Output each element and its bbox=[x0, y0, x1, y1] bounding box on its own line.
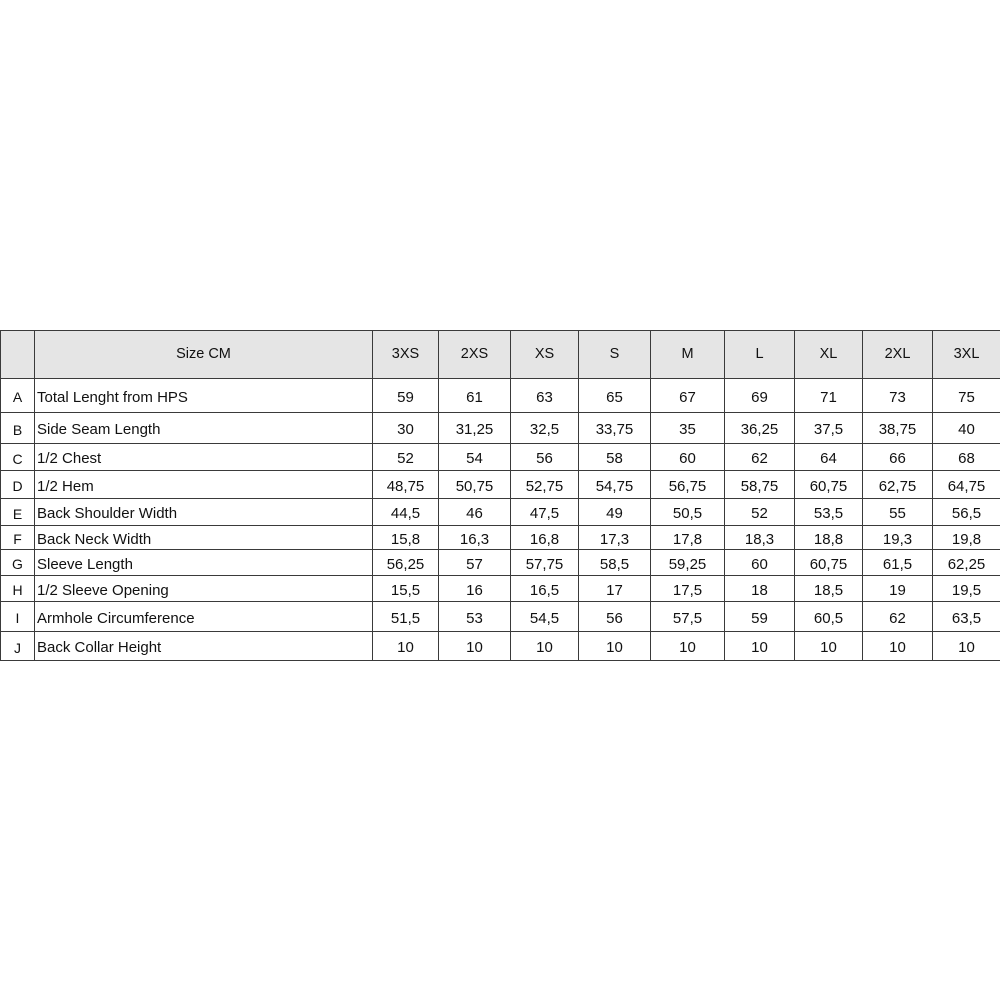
measurement-cell: 19,8 bbox=[933, 526, 1000, 550]
measurement-cell: 54 bbox=[439, 444, 511, 471]
measurement-cell: 10 bbox=[725, 632, 795, 661]
measurement-cell: 18,5 bbox=[795, 576, 863, 602]
measurement-cell: 52 bbox=[725, 499, 795, 526]
table-row bbox=[1, 413, 1000, 444]
measurement-cell: 44,5 bbox=[373, 499, 439, 526]
measurement-cell: 33,75 bbox=[579, 413, 651, 444]
measurement-cell: 38,75 bbox=[863, 413, 933, 444]
measurement-cell: 16,5 bbox=[511, 576, 579, 602]
row-label: Armhole Circumference bbox=[35, 602, 373, 632]
measurement-cell: 31,25 bbox=[439, 413, 511, 444]
table-row bbox=[1, 632, 1000, 661]
row-code: D bbox=[1, 471, 35, 499]
measurement-cell: 69 bbox=[725, 379, 795, 413]
table-row bbox=[1, 379, 1000, 413]
size-header-xl: XL bbox=[795, 331, 863, 379]
measurement-cell: 37,5 bbox=[795, 413, 863, 444]
size-header-xs: XS bbox=[511, 331, 579, 379]
measurement-cell: 15,8 bbox=[373, 526, 439, 550]
measurement-cell: 62,25 bbox=[933, 550, 1000, 576]
measurement-cell: 57,75 bbox=[511, 550, 579, 576]
measurement-cell: 10 bbox=[795, 632, 863, 661]
measurement-cell: 16,3 bbox=[439, 526, 511, 550]
table-row bbox=[1, 526, 1000, 550]
measurement-cell: 60 bbox=[725, 550, 795, 576]
measurement-cell: 49 bbox=[579, 499, 651, 526]
measurement-cell: 18,3 bbox=[725, 526, 795, 550]
header-size-label: Size CM bbox=[35, 331, 373, 379]
measurement-cell: 57 bbox=[439, 550, 511, 576]
measurement-cell: 62,75 bbox=[863, 471, 933, 499]
size-header-s: S bbox=[579, 331, 651, 379]
size-chart-table bbox=[0, 330, 1000, 661]
measurement-cell: 54,75 bbox=[579, 471, 651, 499]
row-code: G bbox=[1, 550, 35, 576]
row-code: E bbox=[1, 499, 35, 526]
measurement-cell: 17 bbox=[579, 576, 651, 602]
measurement-cell: 10 bbox=[863, 632, 933, 661]
measurement-cell: 59,25 bbox=[651, 550, 725, 576]
measurement-cell: 60,5 bbox=[795, 602, 863, 632]
measurement-cell: 63 bbox=[511, 379, 579, 413]
row-label: Side Seam Length bbox=[35, 413, 373, 444]
measurement-cell: 19,5 bbox=[933, 576, 1000, 602]
measurement-cell: 58,75 bbox=[725, 471, 795, 499]
table-row bbox=[1, 471, 1000, 499]
measurement-cell: 50,75 bbox=[439, 471, 511, 499]
row-label: Total Lenght from HPS bbox=[35, 379, 373, 413]
measurement-cell: 66 bbox=[863, 444, 933, 471]
size-header-3xs: 3XS bbox=[373, 331, 439, 379]
measurement-cell: 71 bbox=[795, 379, 863, 413]
table-row bbox=[1, 576, 1000, 602]
measurement-cell: 62 bbox=[725, 444, 795, 471]
row-code: I bbox=[1, 602, 35, 632]
header-code-cell bbox=[1, 331, 35, 379]
measurement-cell: 63,5 bbox=[933, 602, 1000, 632]
measurement-cell: 18,8 bbox=[795, 526, 863, 550]
row-code: J bbox=[1, 632, 35, 661]
size-header-m: M bbox=[651, 331, 725, 379]
measurement-cell: 64 bbox=[795, 444, 863, 471]
row-code: F bbox=[1, 526, 35, 550]
measurement-cell: 15,5 bbox=[373, 576, 439, 602]
measurement-cell: 57,5 bbox=[651, 602, 725, 632]
table-row bbox=[1, 444, 1000, 471]
measurement-cell: 56,75 bbox=[651, 471, 725, 499]
measurement-cell: 59 bbox=[373, 379, 439, 413]
measurement-cell: 56,5 bbox=[933, 499, 1000, 526]
row-label: Back Collar Height bbox=[35, 632, 373, 661]
measurement-cell: 59 bbox=[725, 602, 795, 632]
measurement-cell: 60,75 bbox=[795, 550, 863, 576]
measurement-cell: 58 bbox=[579, 444, 651, 471]
measurement-cell: 17,8 bbox=[651, 526, 725, 550]
measurement-cell: 18 bbox=[725, 576, 795, 602]
measurement-cell: 35 bbox=[651, 413, 725, 444]
measurement-cell: 40 bbox=[933, 413, 1000, 444]
measurement-cell: 60,75 bbox=[795, 471, 863, 499]
measurement-cell: 73 bbox=[863, 379, 933, 413]
measurement-cell: 10 bbox=[439, 632, 511, 661]
measurement-cell: 36,25 bbox=[725, 413, 795, 444]
measurement-cell: 62 bbox=[863, 602, 933, 632]
table-row bbox=[1, 602, 1000, 632]
measurement-cell: 47,5 bbox=[511, 499, 579, 526]
table-row bbox=[1, 499, 1000, 526]
table-row bbox=[1, 550, 1000, 576]
measurement-cell: 61 bbox=[439, 379, 511, 413]
measurement-cell: 10 bbox=[373, 632, 439, 661]
row-code: C bbox=[1, 444, 35, 471]
measurement-cell: 56 bbox=[579, 602, 651, 632]
measurement-cell: 64,75 bbox=[933, 471, 1000, 499]
measurement-cell: 54,5 bbox=[511, 602, 579, 632]
measurement-cell: 19 bbox=[863, 576, 933, 602]
measurement-cell: 68 bbox=[933, 444, 1000, 471]
measurement-cell: 52 bbox=[373, 444, 439, 471]
measurement-cell: 60 bbox=[651, 444, 725, 471]
measurement-cell: 50,5 bbox=[651, 499, 725, 526]
measurement-cell: 16,8 bbox=[511, 526, 579, 550]
row-code: H bbox=[1, 576, 35, 602]
measurement-cell: 56,25 bbox=[373, 550, 439, 576]
measurement-cell: 53 bbox=[439, 602, 511, 632]
row-label: 1/2 Sleeve Opening bbox=[35, 576, 373, 602]
measurement-cell: 30 bbox=[373, 413, 439, 444]
measurement-cell: 46 bbox=[439, 499, 511, 526]
measurement-cell: 55 bbox=[863, 499, 933, 526]
row-code: B bbox=[1, 413, 35, 444]
measurement-cell: 16 bbox=[439, 576, 511, 602]
row-label: Back Shoulder Width bbox=[35, 499, 373, 526]
measurement-cell: 51,5 bbox=[373, 602, 439, 632]
measurement-cell: 58,5 bbox=[579, 550, 651, 576]
measurement-cell: 19,3 bbox=[863, 526, 933, 550]
size-header-l: L bbox=[725, 331, 795, 379]
size-header-2xl: 2XL bbox=[863, 331, 933, 379]
row-code: A bbox=[1, 379, 35, 413]
table-body bbox=[1, 379, 1000, 661]
measurement-cell: 10 bbox=[651, 632, 725, 661]
measurement-cell: 10 bbox=[579, 632, 651, 661]
row-label: 1/2 Chest bbox=[35, 444, 373, 471]
measurement-cell: 61,5 bbox=[863, 550, 933, 576]
row-label: Back Neck Width bbox=[35, 526, 373, 550]
measurement-cell: 10 bbox=[511, 632, 579, 661]
measurement-cell: 65 bbox=[579, 379, 651, 413]
measurement-cell: 52,75 bbox=[511, 471, 579, 499]
measurement-cell: 48,75 bbox=[373, 471, 439, 499]
measurement-cell: 17,3 bbox=[579, 526, 651, 550]
measurement-cell: 17,5 bbox=[651, 576, 725, 602]
size-header-3xl: 3XL bbox=[933, 331, 1000, 379]
measurement-cell: 56 bbox=[511, 444, 579, 471]
measurement-cell: 10 bbox=[933, 632, 1000, 661]
measurement-cell: 67 bbox=[651, 379, 725, 413]
header-row bbox=[1, 331, 1000, 379]
row-label: 1/2 Hem bbox=[35, 471, 373, 499]
measurement-cell: 53,5 bbox=[795, 499, 863, 526]
size-header-2xs: 2XS bbox=[439, 331, 511, 379]
measurement-cell: 75 bbox=[933, 379, 1000, 413]
measurement-cell: 32,5 bbox=[511, 413, 579, 444]
row-label: Sleeve Length bbox=[35, 550, 373, 576]
